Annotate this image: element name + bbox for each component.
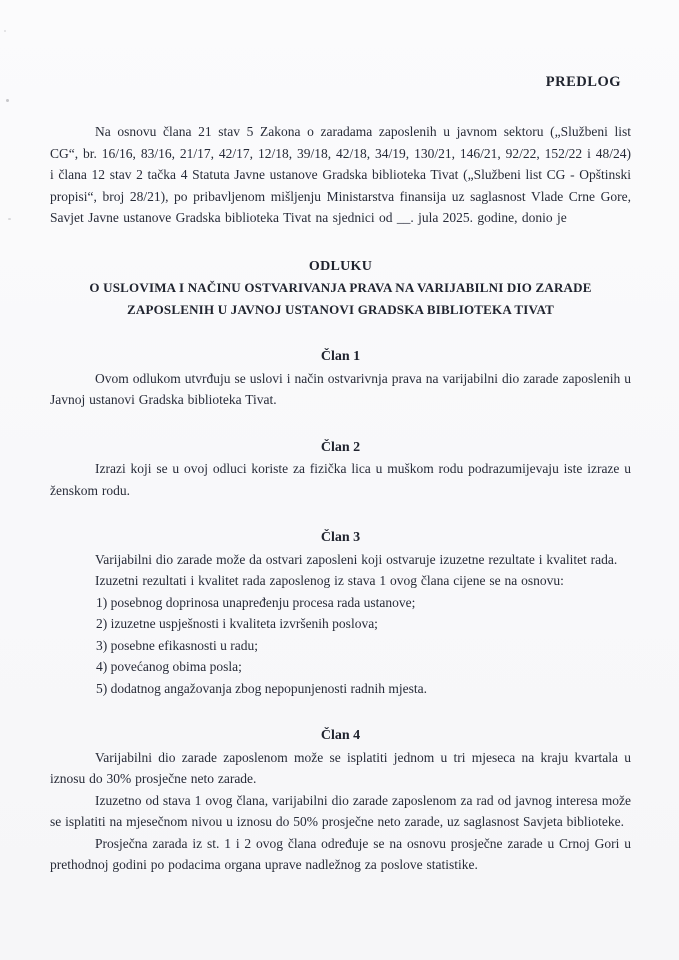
article-1 — [50, 346, 631, 411]
intro-paragraph: Na osnovu člana 21 stav 5 Zakona o zaradama zaposlenih u javnom sektoru („Službeni list CG“, br. 16/16, 83/16, 21/17, 42/17, 12/18, 39/18, 42/18, 34/19, 130/21, 146/21, 92/22, 152/22 i 48/24) i člana 12 stav 2 tačka 4 Statuta Javne ustanove Gradska biblioteka Tivat („Službeni list CG - Opštinski propisi“, broj 28/21), po pribavljenom mišljenju Ministarstva finansija uz saglasnost Vlade Crne Gore, Savjet Javne ustanove Gradska biblioteka Tivat na sjednici od __. jula 2025. godine, donio je — [50, 124, 631, 225]
article-4 — [50, 725, 631, 876]
article-paragraph: Prosječna zarada iz st. 1 i 2 ovog člana određuje se na osnovu prosječne zarade u Crnoj Gori u prethodnoj godini po podacima organa uprave nadležnog za poslove statistike. — [50, 835, 631, 872]
article-heading: Član 2 — [320, 439, 361, 455]
article-paragraph: Varijabilni dio zarade zaposlenom može se isplatiti jednom u tri mjeseca na kraju kvartala u iznosu do 30% prosječne neto zarade. — [50, 749, 631, 786]
decision-subtitle: O USLOVIMA I NAČINU OSTVARIVANJA PRAVA NA VARIJABILNI DIO ZARADE ZAPOSLENIH U JAVNOJ USTANOVI GRADSKA BIBLIOTEKA TIVAT — [89, 280, 592, 317]
list-item: 4) povećanog obima posla; — [96, 659, 242, 674]
list-item: 2) izuzetne uspješnosti i kvaliteta izvršenih poslova; — [96, 616, 378, 631]
scan-speckle — [8, 218, 11, 220]
article-paragraph: Izrazi koji se u ovoj odluci koriste za fizička lica u muškom rodu podrazumijevaju iste izraze u ženskom rodu. — [50, 461, 631, 498]
proposal-label: PREDLOG — [545, 74, 621, 90]
article-paragraph: Varijabilni dio zarade može da ostvari zaposleni koji ostvaruje izuzetne rezultate i kvalitet rada. — [95, 551, 618, 567]
article-paragraph: Izuzetni rezultati i kvalitet rada zaposlenog iz stava 1 ovog člana cijene se na osnovu: — [95, 573, 564, 588]
list-item: 3) posebne efikasnosti u radu; — [96, 637, 258, 653]
article-heading: Član 1 — [320, 349, 361, 364]
scan-speckle — [6, 99, 9, 102]
article-3 — [50, 527, 631, 699]
article-2 — [50, 437, 631, 502]
decision-title: ODLUKU — [308, 258, 373, 274]
article-paragraph: Izuzetno od stava 1 ovog člana, varijabilni dio zarade zaposlenom za rad od javnog interesa može se isplatiti na mjesečnom nivou u iznosu do 50% prosječne neto zarade, uz saglasnost Savjeta biblioteke. — [50, 792, 631, 829]
article-heading: Član 3 — [320, 530, 361, 545]
article-list — [50, 592, 631, 700]
article-heading: Član 4 — [320, 728, 361, 743]
article-paragraph: Ovom odlukom utvrđuju se uslovi i način ostvarivnja prava na varijabilni dio zarade zaposlenih u Javnoj ustanovi Gradska biblioteka Tivat. — [50, 370, 631, 407]
list-item: 1) posebnog doprinosa unapređenju procesa rada ustanove; — [96, 594, 416, 610]
decision-title-block — [50, 256, 631, 321]
scan-speckle — [4, 30, 6, 32]
list-item: 5) dodatnog angažovanja zbog nepopunjenosti radnih mjesta. — [96, 680, 428, 696]
